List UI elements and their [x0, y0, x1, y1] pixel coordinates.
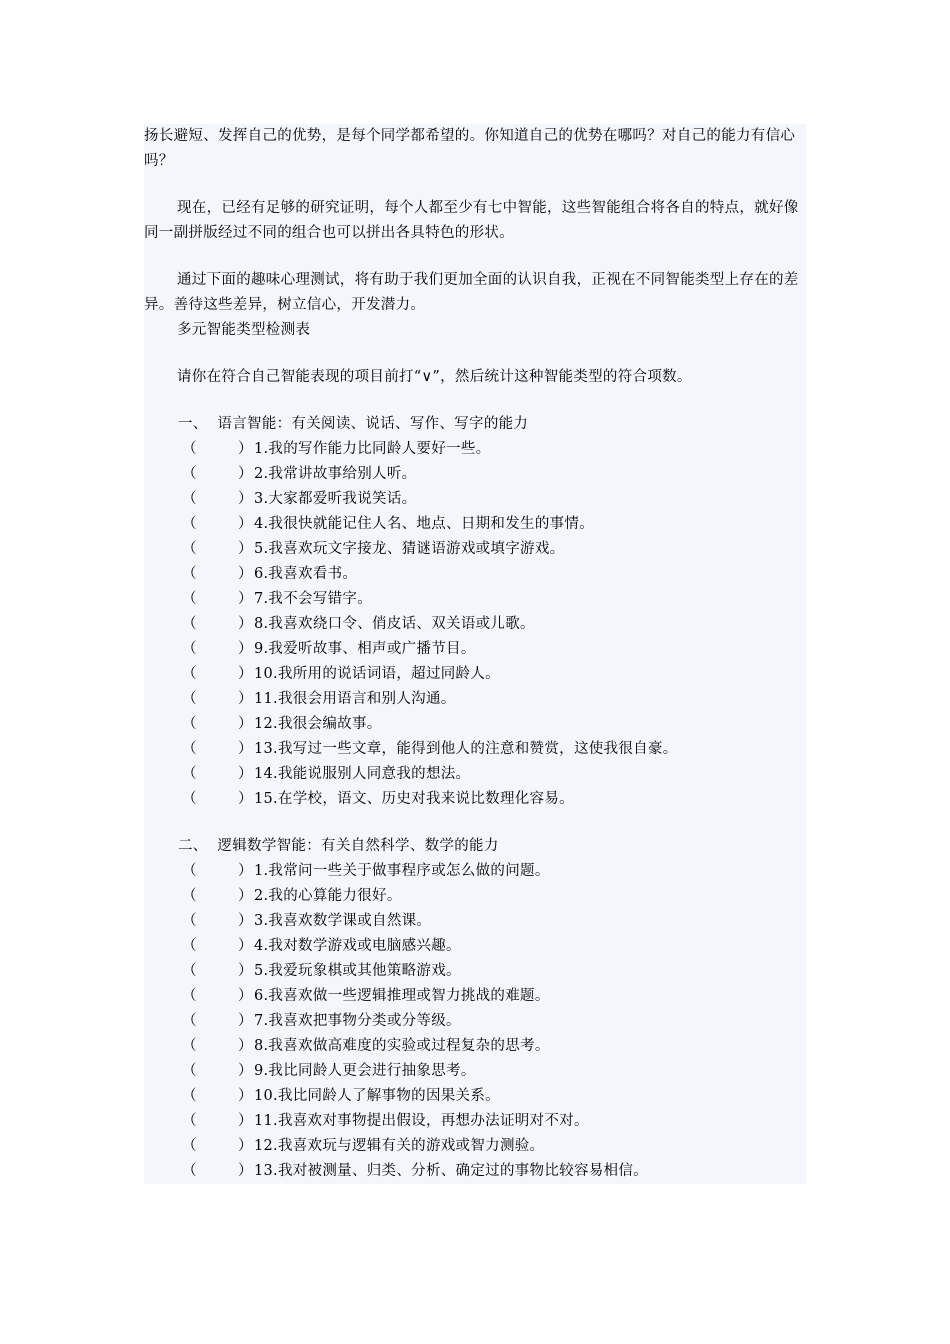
- checklist-item: [144, 1109, 806, 1134]
- answer-bracket[interactable]: [144, 959, 254, 984]
- checklist-item-text: 13.我对被测量、归类、分析、确定过的事物比较容易相信。: [254, 1163, 648, 1179]
- checklist-item: [144, 1009, 806, 1034]
- close-bracket: ）: [238, 988, 253, 1004]
- answer-bracket[interactable]: [144, 637, 254, 662]
- open-bracket: （: [182, 541, 197, 557]
- checklist-item-text: 8.我喜欢做高难度的实验或过程复杂的思考。: [254, 1038, 550, 1054]
- open-bracket: （: [182, 863, 197, 879]
- answer-bracket[interactable]: [144, 687, 254, 712]
- checklist-item-text: 1.我常问一些关于做事程序或怎么做的问题。: [254, 863, 550, 879]
- answer-bracket[interactable]: [144, 512, 254, 537]
- section-heading: 一、 语言智能：有关阅读、说话、写作、写字的能力: [178, 416, 529, 432]
- checklist-item-text: 4.我很快就能记住人名、地点、日期和发生的事情。: [254, 516, 595, 532]
- open-bracket: （: [182, 1063, 197, 1079]
- open-bracket: （: [182, 988, 197, 1004]
- checklist-item-text: 2.我的心算能力很好。: [254, 888, 402, 904]
- checklist-item: [144, 512, 806, 537]
- section-language: [144, 412, 806, 812]
- checklist-item-text: 4.我对数学游戏或电脑感兴趣。: [254, 938, 461, 954]
- checklist-item-text: 3.我喜欢数学课或自然课。: [254, 913, 432, 929]
- close-bracket: ）: [238, 466, 253, 482]
- close-bracket: ）: [238, 591, 253, 607]
- checklist-item: [144, 1059, 806, 1084]
- checklist-item: [144, 487, 806, 512]
- checklist-item: [144, 537, 806, 562]
- answer-bracket[interactable]: [144, 662, 254, 687]
- open-bracket: （: [182, 791, 197, 807]
- checklist-item: [144, 762, 806, 787]
- open-bracket: （: [182, 591, 197, 607]
- checklist-item-text: 8.我喜欢绕口令、俏皮话、双关语或儿歌。: [254, 616, 535, 632]
- checklist-item: [144, 587, 806, 612]
- checklist-item-text: 12.我很会编故事。: [254, 716, 382, 732]
- checklist-item-text: 12.我喜欢玩与逻辑有关的游戏或智力测验。: [254, 1138, 545, 1154]
- checklist-item: [144, 437, 806, 462]
- answer-bracket[interactable]: [144, 762, 254, 787]
- close-bracket: ）: [238, 616, 253, 632]
- checklist-item-text: 1.我的写作能力比同龄人要好一些。: [254, 441, 491, 457]
- close-bracket: ）: [238, 541, 253, 557]
- answer-bracket[interactable]: [144, 712, 254, 737]
- close-bracket: ）: [238, 1063, 253, 1079]
- checklist-item: [144, 1034, 806, 1059]
- checklist-item: [144, 1159, 806, 1184]
- answer-bracket[interactable]: [144, 1009, 254, 1034]
- open-bracket: （: [182, 963, 197, 979]
- checklist-item: [144, 612, 806, 637]
- checklist-item: [144, 1084, 806, 1109]
- checklist-item-text: 5.我喜欢玩文字接龙、猜谜语游戏或填字游戏。: [254, 541, 565, 557]
- checklist-item-text: 6.我喜欢做一些逻辑推理或智力挑战的难题。: [254, 988, 550, 1004]
- answer-bracket[interactable]: [144, 537, 254, 562]
- close-bracket: ）: [238, 888, 253, 904]
- open-bracket: （: [182, 913, 197, 929]
- checklist-item: [144, 859, 806, 884]
- open-bracket: （: [182, 491, 197, 507]
- checklist-item-text: 9.我爱听故事、相声或广播节目。: [254, 641, 476, 657]
- close-bracket: ）: [238, 491, 253, 507]
- checklist-item-text: 7.我喜欢把事物分类或分等级。: [254, 1013, 461, 1029]
- checklist-item: [144, 462, 806, 487]
- checklist-item-text: 7.我不会写错字。: [254, 591, 373, 607]
- answer-bracket[interactable]: [144, 984, 254, 1009]
- answer-bracket[interactable]: [144, 1109, 254, 1134]
- open-bracket: （: [182, 1088, 197, 1104]
- answer-bracket[interactable]: [144, 737, 254, 762]
- close-bracket: ）: [238, 938, 253, 954]
- checklist-item-text: 10.我所用的说话词语，超过同龄人。: [254, 666, 500, 682]
- checklist-item-text: 9.我比同龄人更会进行抽象思考。: [254, 1063, 476, 1079]
- checklist-item-text: 2.我常讲故事给别人听。: [254, 466, 417, 482]
- answer-bracket[interactable]: [144, 487, 254, 512]
- answer-bracket[interactable]: [144, 562, 254, 587]
- checklist-item: [144, 909, 806, 934]
- answer-bracket[interactable]: [144, 1084, 254, 1109]
- close-bracket: ）: [238, 1138, 253, 1154]
- close-bracket: ）: [238, 741, 253, 757]
- open-bracket: （: [182, 1038, 197, 1054]
- open-bracket: （: [182, 938, 197, 954]
- checklist-item-text: 13.我写过一些文章，能得到他人的注意和赞赏，这使我很自豪。: [254, 741, 678, 757]
- checklist-item-text: 6.我喜欢看书。: [254, 566, 358, 582]
- checklist-item: [144, 637, 806, 662]
- checklist: [144, 437, 806, 812]
- checklist-item: [144, 787, 806, 812]
- answer-bracket[interactable]: [144, 934, 254, 959]
- checklist-item: [144, 884, 806, 909]
- section-heading: 二、 逻辑数学智能：有关自然科学、数学的能力: [178, 838, 499, 854]
- intro-paragraph-3: 通过下面的趣味心理测试，将有助于我们更加全面的认识自我，正视在不同智能类型上存在的差异。善待这些差异，树立信心，开发潜力。: [144, 272, 799, 313]
- open-bracket: （: [182, 741, 197, 757]
- answer-bracket[interactable]: [144, 1159, 254, 1184]
- close-bracket: ）: [238, 863, 253, 879]
- checklist-item: [144, 737, 806, 762]
- open-bracket: （: [182, 716, 197, 732]
- checklist-item: [144, 934, 806, 959]
- close-bracket: ）: [238, 1038, 253, 1054]
- checklist-item: [144, 984, 806, 1009]
- close-bracket: ）: [238, 1163, 253, 1179]
- open-bracket: （: [182, 566, 197, 582]
- open-bracket: （: [182, 666, 197, 682]
- open-bracket: （: [182, 1138, 197, 1154]
- checklist-item-text: 15.在学校，语文、历史对我来说比数理化容易。: [254, 791, 574, 807]
- instruction-text: 请你在符合自己智能表现的项目前打“∨”，然后统计这种智能类型的符合项数。: [177, 369, 692, 385]
- answer-bracket[interactable]: [144, 437, 254, 462]
- answer-bracket[interactable]: [144, 787, 254, 812]
- answer-bracket[interactable]: [144, 462, 254, 487]
- answer-bracket[interactable]: [144, 1034, 254, 1059]
- checklist-item: [144, 562, 806, 587]
- close-bracket: ）: [238, 566, 253, 582]
- checklist-item-text: 11.我很会用语言和别人沟通。: [254, 691, 456, 707]
- answer-bracket[interactable]: [144, 859, 254, 884]
- close-bracket: ）: [238, 963, 253, 979]
- checklist-item: [144, 687, 806, 712]
- checklist-item-text: 3.大家都爱听我说笑话。: [254, 491, 417, 507]
- answer-bracket[interactable]: [144, 884, 254, 909]
- close-bracket: ）: [238, 1013, 253, 1029]
- close-bracket: ）: [238, 791, 253, 807]
- answer-bracket[interactable]: [144, 909, 254, 934]
- open-bracket: （: [182, 1113, 197, 1129]
- close-bracket: ）: [238, 716, 253, 732]
- open-bracket: （: [182, 616, 197, 632]
- open-bracket: （: [182, 441, 197, 457]
- close-bracket: ）: [238, 516, 253, 532]
- answer-bracket[interactable]: [144, 1059, 254, 1084]
- open-bracket: （: [182, 691, 197, 707]
- checklist-item: [144, 1134, 806, 1159]
- open-bracket: （: [182, 888, 197, 904]
- close-bracket: ）: [238, 691, 253, 707]
- open-bracket: （: [182, 766, 197, 782]
- section-logic-math: [144, 834, 806, 1184]
- close-bracket: ）: [238, 441, 253, 457]
- checklist-item: [144, 712, 806, 737]
- close-bracket: ）: [238, 666, 253, 682]
- close-bracket: ）: [238, 1088, 253, 1104]
- open-bracket: （: [182, 641, 197, 657]
- close-bracket: ）: [238, 913, 253, 929]
- intro-paragraph-2: 现在，已经有足够的研究证明，每个人都至少有七中智能，这些智能组合将各自的特点，就好像同一副拼版经过不同的组合也可以拼出各具特色的形状。: [144, 200, 799, 241]
- answer-bracket[interactable]: [144, 1134, 254, 1159]
- open-bracket: （: [182, 516, 197, 532]
- intro-paragraph-1: 扬长避短、发挥自己的优势，是每个同学都希望的。你知道自己的优势在哪吗？对自己的能力有信心吗？: [144, 128, 796, 169]
- open-bracket: （: [182, 466, 197, 482]
- open-bracket: （: [182, 1163, 197, 1179]
- close-bracket: ）: [238, 766, 253, 782]
- checklist-item: [144, 959, 806, 984]
- close-bracket: ）: [238, 1113, 253, 1129]
- table-title: 多元智能类型检测表: [177, 322, 311, 338]
- checklist-item-text: 11.我喜欢对事物提出假设，再想办法证明对不对。: [254, 1113, 589, 1129]
- close-bracket: ）: [238, 641, 253, 657]
- checklist-item-text: 5.我爱玩象棋或其他策略游戏。: [254, 963, 461, 979]
- checklist: [144, 859, 806, 1184]
- document-content: [144, 124, 806, 1184]
- answer-bracket[interactable]: [144, 587, 254, 612]
- checklist-item-text: 14.我能说服别人同意我的想法。: [254, 766, 471, 782]
- checklist-item-text: 10.我比同龄人了解事物的因果关系。: [254, 1088, 500, 1104]
- open-bracket: （: [182, 1013, 197, 1029]
- checklist-item: [144, 662, 806, 687]
- answer-bracket[interactable]: [144, 612, 254, 637]
